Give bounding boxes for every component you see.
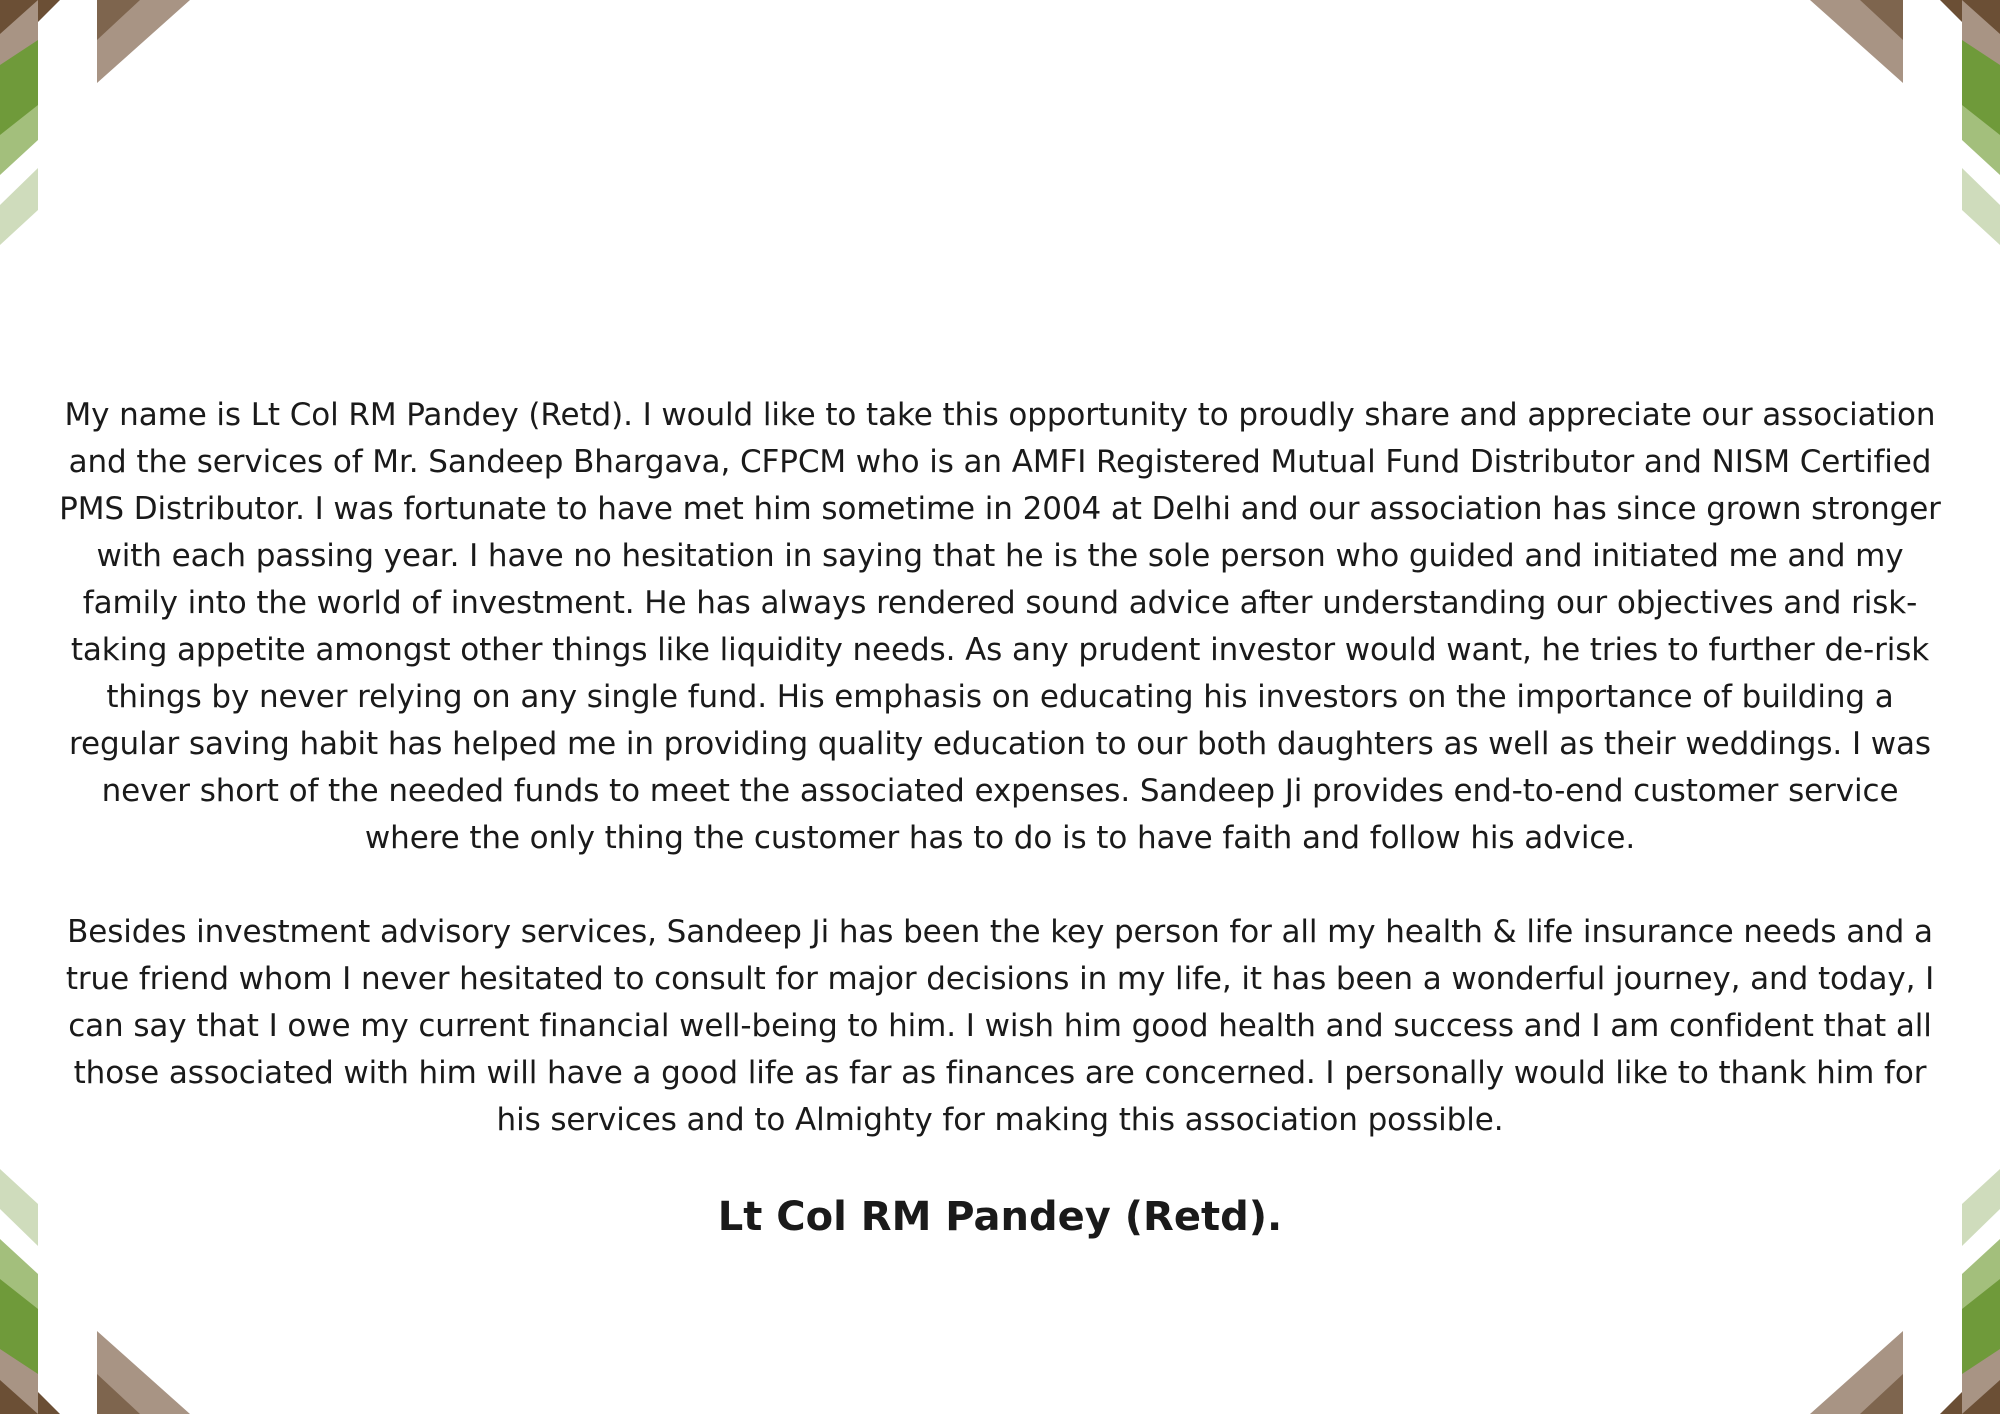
corner-triangles-graphic (0, 0, 200, 250)
letter-paragraph-2: Besides investment advisory services, Sandeep Ji has been the key person for all my health & life insurance needs and a true friend whom I never hesitated to consult for major decisions in my life, it has been a wonderful journey, and today, I can say that I owe my current financial well-being to him. I wish him good health and success and I am confident that all those associated with him will have a good life as far as finances are concerned. I personally would like to thank him for his services and to Almighty for making this association possible. (65, 914, 1935, 1138)
corner-decoration-top-left (0, 0, 200, 250)
letter-paragraph-1: My name is Lt Col RM Pandey (Retd). I would like to take this opportunity to proudly share and appreciate our association and the services of Mr. Sandeep Bhargava, CFPCM who is an AMFI Registered Mutual Fund Distributor and NISM Certified PMS Distributor. I was fortunate to have met him sometime in 2004 at Delhi and our association has since grown stronger with each passing year. I have no hesitation in saying that he is the sole person who guided and initiated me and my family into the world of investment. He has always rendered sound advice after understanding our objectives and risk-taking appetite amongst other things like liquidity needs. As any prudent investor would want, he tries to further de-risk things by never relying on any single fund. His emphasis on educating his investors on the importance of building a regular saving habit has helped me in providing quality education to our both daughters as well as their weddings. I was never short of the needed funds to meet the associated expenses. Sandeep Ji provides end-to-end customer service where the only thing the customer has to do is to have faith and follow his advice. (59, 397, 1941, 856)
corner-decoration-top-right (1800, 0, 2000, 250)
corner-triangles-graphic (1800, 0, 2000, 250)
letter-signature: Lt Col RM Pandey (Retd). (717, 1194, 1283, 1240)
testimonial-letter (50, 392, 1950, 1242)
